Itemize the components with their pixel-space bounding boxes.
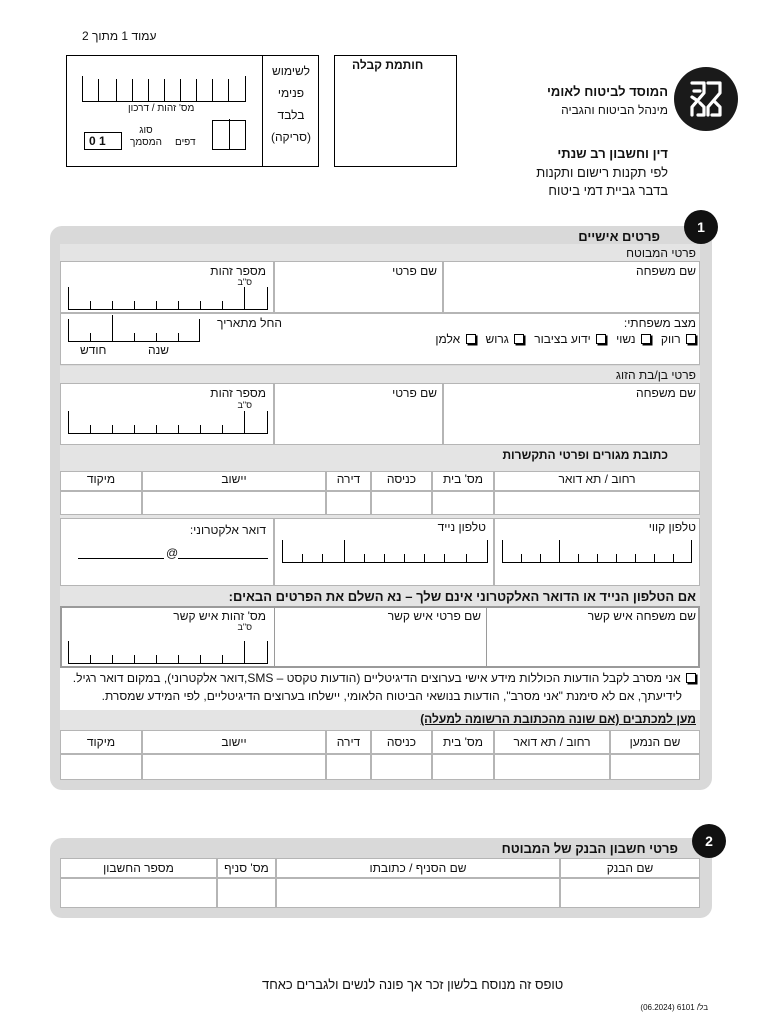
divider: [486, 606, 487, 668]
bank-name-input[interactable]: [560, 878, 700, 908]
col-account-number: מספר החשבון: [60, 858, 217, 878]
branch-name-input[interactable]: [276, 878, 560, 908]
entrance-input[interactable]: [371, 491, 432, 515]
id-file-label: מס' זהות / דרכון: [128, 103, 195, 114]
id-number-label: מספר זהות: [210, 264, 266, 278]
col-city: יישוב: [142, 471, 326, 491]
contact-first-name-label[interactable]: שם פרטי איש קשר: [387, 609, 481, 623]
house-number-input[interactable]: [432, 491, 494, 515]
receipt-stamp-label: חותמת קבלה: [352, 58, 424, 72]
checkbox-icon[interactable]: [641, 334, 651, 344]
insured-header: פרטי המבוטח: [626, 246, 696, 260]
checkbox-icon[interactable]: [686, 334, 696, 344]
col-zip: מיקוד: [60, 471, 142, 491]
org-division: מינהל הביטוח והגביה: [561, 103, 668, 117]
section-2-badge: 2: [692, 824, 726, 858]
check-digit-label: ס"ב: [237, 277, 252, 287]
spouse-header: פרטי בן/בת הזוג: [615, 368, 696, 382]
mobile-label: טלפון נייד: [437, 520, 486, 534]
section-2-title: פרטי חשבון הבנק של המבוטח: [501, 841, 678, 856]
nii-logo: [674, 67, 738, 131]
col-street: רחוב / תא דואר: [494, 730, 610, 754]
col-apartment: דירה: [326, 730, 371, 754]
marital-status-label: מצב משפחתי:: [623, 316, 696, 330]
checkbox-icon[interactable]: [686, 673, 696, 683]
marital-option-widowed[interactable]: אלמן: [435, 332, 475, 346]
mail-house-number-input[interactable]: [432, 754, 494, 780]
checkbox-icon[interactable]: [596, 334, 606, 344]
id-digit-boxes[interactable]: [68, 288, 268, 310]
marital-options[interactable]: [435, 332, 696, 346]
checkbox-icon[interactable]: [466, 334, 476, 344]
col-entrance: כניסה: [371, 471, 432, 491]
spouse-id-digit-boxes[interactable]: [68, 412, 268, 434]
spouse-id-label: מספר זהות: [210, 386, 266, 400]
col-bank-name: שם הבנק: [560, 858, 700, 878]
email-user-line[interactable]: [178, 558, 268, 559]
zip-input[interactable]: [60, 491, 142, 515]
pages-box[interactable]: [212, 120, 246, 150]
recipient-input[interactable]: [610, 754, 700, 780]
street-input[interactable]: [494, 491, 700, 515]
consent-checkbox-row[interactable]: אני מסרב לקבל הודעות הכוללות מידע אישי בערוצים הדיגיטליים (הודעות טקסט – SMS,דואר אלקטרוני), במקום דואר רגיל.: [73, 671, 696, 685]
col-house-number: מס' בית: [432, 730, 494, 754]
internal-use-label: לשימוש פנימי בלבד (סריקה): [270, 64, 312, 144]
year-label: שנה: [148, 343, 170, 357]
mail-header: מען למכתבים (אם שונה מהכתובת הרשומה למעלה): [420, 712, 696, 726]
page-counter: עמוד 1 מתוך 2: [82, 29, 157, 43]
email-domain-line[interactable]: [78, 558, 164, 559]
section-1-title: פרטים אישיים: [578, 229, 660, 244]
account-number-input[interactable]: [60, 878, 217, 908]
mail-city-input[interactable]: [142, 754, 326, 780]
section-1-badge: 1: [684, 210, 718, 244]
consent-note: לידיעתך, אם לא סימנת "אני מסרב", הודעות בנושאי הביטוח הלאומי, יישלחו בערוצים הדיגיטליים, לפי המידע שמסרת.: [101, 689, 682, 703]
spouse-first-name-label: שם פרטי: [392, 386, 437, 400]
col-city: יישוב: [142, 730, 326, 754]
apartment-input[interactable]: [326, 491, 371, 515]
divider: [274, 606, 275, 668]
email-at-sign: @: [166, 546, 179, 560]
mail-zip-input[interactable]: [60, 754, 142, 780]
form-title: דין וחשבון רב שנתי: [557, 146, 668, 161]
email-label: דואר אלקטרוני:: [189, 523, 266, 537]
contact-id-digit-boxes[interactable]: [68, 642, 268, 664]
col-entrance: כניסה: [371, 730, 432, 754]
col-house-number: מס' בית: [432, 471, 494, 491]
contact-id-label[interactable]: מס' זהות איש קשר: [173, 609, 266, 623]
check-digit-label: ס"ב: [237, 622, 252, 632]
contact-last-name-label[interactable]: שם משפחה איש קשר: [587, 609, 696, 623]
insured-header-row: [60, 244, 700, 261]
first-name-label: שם פרטי: [392, 264, 437, 278]
org-name: המוסד לביטוח לאומי: [547, 84, 668, 99]
spouse-header-row: [60, 366, 700, 383]
marital-option-single[interactable]: רווק: [661, 332, 696, 346]
from-date-label: החל מתאריך: [217, 316, 282, 330]
spouse-last-name-label: שם משפחה: [636, 386, 696, 400]
col-branch-number: מס' סניף: [217, 858, 276, 878]
col-zip: מיקוד: [60, 730, 142, 754]
form-subtitle-2: בדבר גביית דמי ביטוח: [548, 183, 668, 198]
landline-digit-boxes[interactable]: [502, 541, 692, 563]
col-branch-name: שם הסניף / כתובתו: [276, 858, 560, 878]
col-street: רחוב / תא דואר: [494, 471, 700, 491]
col-apartment: דירה: [326, 471, 371, 491]
form-subtitle-1: לפי תקנות רישום ותקנות: [536, 165, 668, 180]
month-label: חודש: [80, 343, 107, 357]
doc-type-label: סוג המסמך: [130, 125, 162, 148]
marital-option-married[interactable]: נשוי: [616, 332, 651, 346]
marital-option-common-law[interactable]: ידוע בציבור: [534, 332, 606, 346]
date-digit-boxes[interactable]: [68, 316, 200, 342]
form-code: בל/ 6101 (06.2024): [640, 1003, 708, 1012]
address-header: כתובת מגורים ופרטי התקשרות: [502, 448, 668, 462]
marital-option-divorced[interactable]: גרוש: [486, 332, 525, 346]
branch-number-input[interactable]: [217, 878, 276, 908]
gender-note: טופס זה מנוסח בלשון זכר אך פונה לנשים ולגברים כאחד: [262, 977, 564, 992]
checkbox-icon[interactable]: [514, 334, 524, 344]
contact-notice: אם הטלפון הנייד או הדואר האלקטרוני אינם שלך – נא השלם את הפרטים הבאים:: [228, 589, 696, 604]
col-recipient: שם הנמען: [610, 730, 700, 754]
mail-apartment-input[interactable]: [326, 754, 371, 780]
doc-type-value-box: 0 1: [84, 132, 122, 150]
last-name-label: שם משפחה: [636, 264, 696, 278]
pages-label: דפים: [175, 137, 196, 148]
city-input[interactable]: [142, 491, 326, 515]
landline-label: טלפון קווי: [648, 520, 696, 534]
id-file-digit-boxes[interactable]: [82, 76, 246, 102]
mobile-digit-boxes[interactable]: [282, 541, 488, 563]
mail-entrance-input[interactable]: [371, 754, 432, 780]
check-digit-label: ס"ב: [237, 400, 252, 410]
divider: [262, 55, 263, 167]
mail-street-input[interactable]: [494, 754, 610, 780]
